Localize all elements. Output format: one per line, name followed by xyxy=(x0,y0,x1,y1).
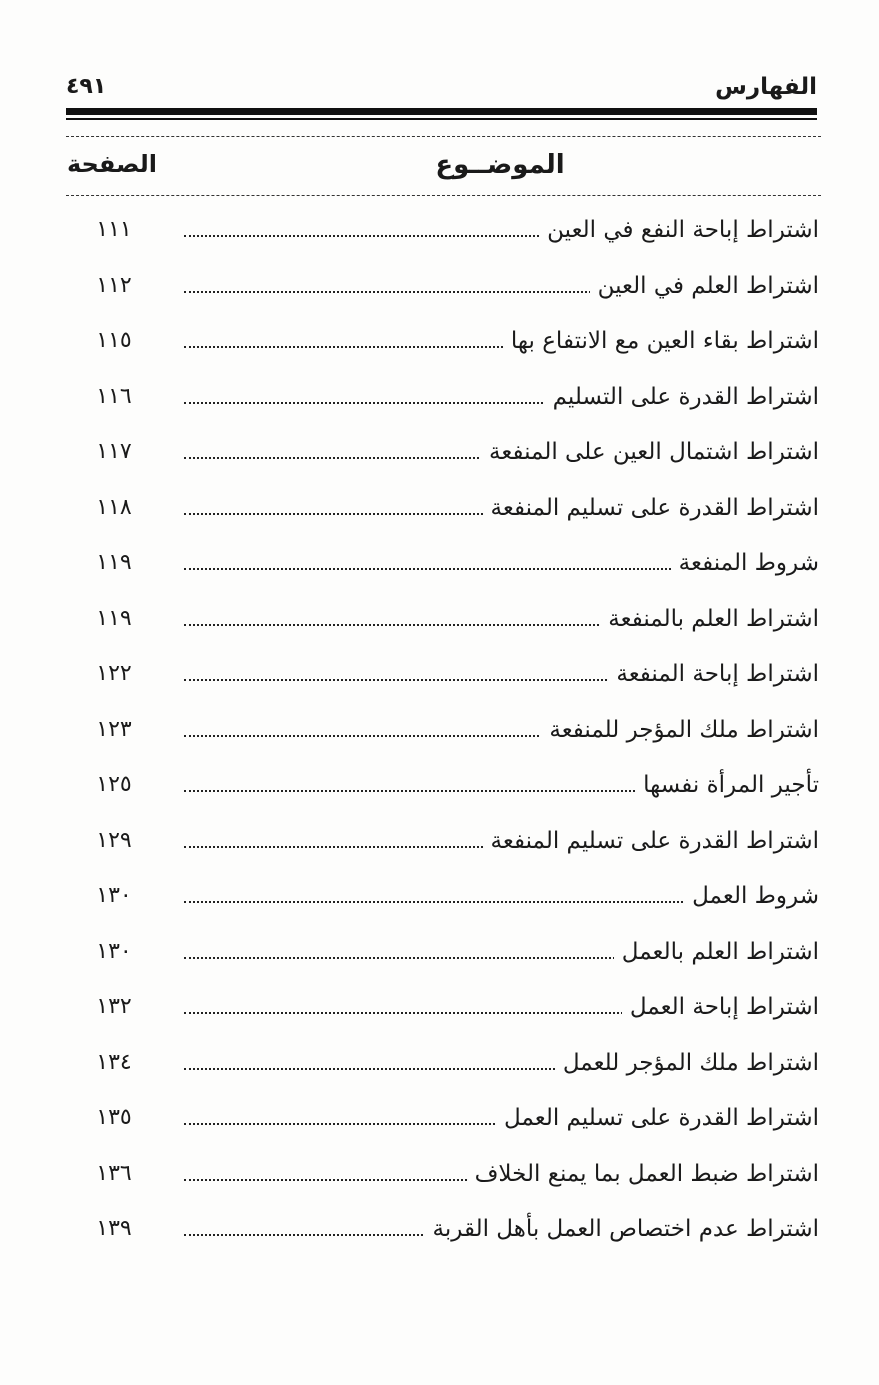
entry-page-number: ١٣٠ xyxy=(96,883,132,908)
running-header-page-number: ٤٩١ xyxy=(66,74,107,99)
entry-topic: اشتراط عدم اختصاص العمل بأهل القربة xyxy=(425,1212,819,1246)
header-rule-thin xyxy=(66,118,817,120)
index-entry xyxy=(66,1036,819,1092)
index-entry xyxy=(66,925,819,981)
index-entry xyxy=(66,647,819,703)
entry-page-number: ١٣٦ xyxy=(96,1160,132,1186)
index-entry xyxy=(66,1202,819,1258)
index-entry xyxy=(66,259,819,315)
entry-topic: اشتراط العلم بالمنفعة xyxy=(600,602,819,636)
entry-topic: اشتراط بقاء العين مع الانتفاع بها xyxy=(503,324,819,358)
entry-topic: اشتراط ضبط العمل بما يمنع الخلاف xyxy=(467,1157,819,1191)
entry-topic: اشتراط إباحة العمل xyxy=(622,990,819,1024)
entry-topic: شروط المنفعة xyxy=(671,546,819,580)
index-entry xyxy=(66,869,819,925)
entry-topic: اشتراط القدرة على تسليم المنفعة xyxy=(483,824,819,858)
entry-page-number: ١٣٩ xyxy=(96,1216,132,1241)
index-entry xyxy=(66,536,819,592)
entry-topic: اشتراط العلم بالعمل xyxy=(614,935,819,969)
index-entry xyxy=(66,1091,819,1147)
index-entry xyxy=(66,592,819,648)
entry-topic: اشتراط إباحة المنفعة xyxy=(608,657,819,691)
entry-page-number: ١١٢ xyxy=(96,272,132,298)
index-entry xyxy=(66,481,819,537)
running-header-title: الفهارس xyxy=(715,74,817,100)
entry-page-number: ١١٩ xyxy=(96,605,132,631)
entry-topic: تأجير المرأة نفسها xyxy=(635,768,819,802)
entry-page-number: ١٢٢ xyxy=(96,661,132,686)
entry-page-number: ١١٥ xyxy=(96,328,132,353)
entry-page-number: ١٣٠ xyxy=(96,938,132,964)
entry-topic: اشتراط ملك المؤجر للعمل xyxy=(555,1046,819,1080)
column-heading-topic: الموضــوع xyxy=(435,150,565,180)
entry-topic: اشتراط القدرة على تسليم المنفعة xyxy=(483,491,819,525)
index-entry xyxy=(66,370,819,426)
index-entry xyxy=(66,425,819,481)
index-entry xyxy=(66,758,819,814)
entry-page-number: ١٢٣ xyxy=(96,716,132,742)
index-entry xyxy=(66,203,819,259)
entry-page-number: ١٣٢ xyxy=(96,994,132,1019)
running-header xyxy=(66,70,817,104)
entry-topic: اشتراط اشتمال العين على المنفعة xyxy=(481,435,819,469)
index-entry xyxy=(66,980,819,1036)
entry-page-number: ١١١ xyxy=(96,217,132,242)
entry-topic: اشتراط ملك المؤجر للمنفعة xyxy=(541,713,819,747)
entry-topic: اشتراط القدرة على التسليم xyxy=(545,380,819,414)
entry-topic: اشتراط العلم في العين xyxy=(590,269,819,303)
entry-page-number: ١١٩ xyxy=(96,550,132,575)
entry-page-number: ١١٧ xyxy=(96,439,132,464)
index-entry xyxy=(66,703,819,759)
column-heading-bottom-rule xyxy=(66,195,821,196)
entry-page-number: ١٣٥ xyxy=(96,1105,132,1130)
entry-page-number: ١٣٤ xyxy=(96,1049,132,1075)
index-entry xyxy=(66,814,819,870)
column-heading-top-rule xyxy=(66,136,821,137)
entry-page-number: ١٢٩ xyxy=(96,827,132,853)
index-entry xyxy=(66,314,819,370)
entry-page-number: ١٢٥ xyxy=(96,772,132,797)
entry-topic: اشتراط القدرة على تسليم العمل xyxy=(496,1101,819,1135)
index-entries-list xyxy=(66,203,819,1258)
header-rule-thick xyxy=(66,108,817,115)
entry-topic: شروط العمل xyxy=(684,879,819,913)
entry-topic: اشتراط إباحة النفع في العين xyxy=(539,213,819,247)
index-entry xyxy=(66,1147,819,1203)
entry-page-number: ١١٨ xyxy=(96,494,132,520)
entry-page-number: ١١٦ xyxy=(96,383,132,409)
column-heading-page: الصفحة xyxy=(66,150,157,178)
